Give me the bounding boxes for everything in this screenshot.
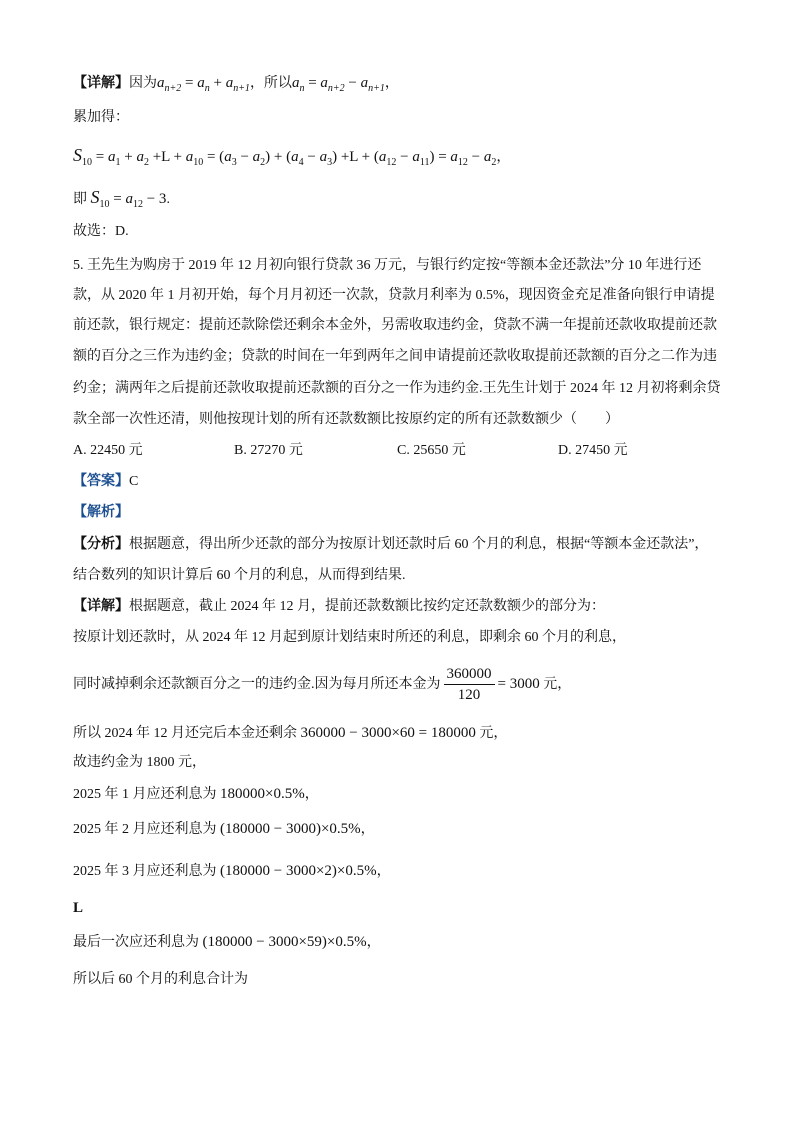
math-expression: 360000 − 3000×60 = 180000 bbox=[300, 725, 476, 741]
math-subscript: 12 bbox=[457, 157, 468, 168]
math-subscript: n+2 bbox=[327, 83, 345, 94]
math-subscript: 10 bbox=[99, 199, 110, 210]
math-variable: a bbox=[224, 149, 232, 165]
text-run: 最后一次应还利息为 bbox=[73, 935, 203, 950]
math-expression: − bbox=[236, 149, 253, 165]
text-run: ， bbox=[366, 935, 381, 950]
math-variable: a bbox=[378, 149, 387, 165]
text-run: 2025 年 3 月应还利息为 bbox=[73, 864, 220, 879]
analysis-text: 根据题意，得出所少还款的部分为按原计划还款时后 60 个月的利息，根据“等额本金还款法”， bbox=[129, 537, 709, 552]
math-variable: a bbox=[291, 149, 299, 165]
option-c: C. 25650 元 bbox=[397, 443, 466, 458]
last-interest-line bbox=[73, 932, 381, 953]
math-expression: +L + bbox=[148, 149, 186, 165]
math-expression: + bbox=[120, 149, 137, 165]
question-line: 约金；满两年之后提前还款收取提前还款额的百分之一作为违约金.王先生计划于 2024 年 12 月初将剩余贷 bbox=[73, 381, 721, 396]
text-run: . bbox=[166, 192, 170, 207]
math-subscript: 2 bbox=[143, 157, 149, 168]
math-variable: a bbox=[185, 149, 194, 165]
penalty-line: 故违约金为 1800 元， bbox=[73, 755, 206, 770]
answer-value: C bbox=[129, 474, 139, 489]
text-run: 2025 年 2 月应还利息为 bbox=[73, 822, 220, 837]
math-variable: a bbox=[450, 149, 458, 165]
math-expression: = ( bbox=[203, 149, 225, 165]
principal-line bbox=[73, 662, 571, 707]
math-variable: a bbox=[157, 75, 165, 91]
math-subscript: n+1 bbox=[233, 83, 250, 94]
math-variable: a bbox=[483, 149, 492, 165]
math-variable: a bbox=[197, 75, 205, 91]
text-run: ， bbox=[376, 864, 391, 879]
text-run: 即 bbox=[73, 192, 91, 207]
analysis-line-1 bbox=[73, 535, 708, 555]
text-run: ，所以 bbox=[249, 76, 292, 91]
math-subscript: 12 bbox=[386, 157, 397, 168]
total-line: 所以后 60 个月的利息合计为 bbox=[73, 972, 248, 987]
math-expression: ) + ( bbox=[265, 149, 292, 165]
math-expression: (180000 − 3000)×0.5% bbox=[220, 821, 361, 837]
math-variable: a bbox=[252, 149, 261, 165]
feb-interest-line bbox=[73, 819, 375, 840]
math-subscript: 3 bbox=[231, 157, 237, 168]
question-line: 5. 王先生为购房于 2019 年 12 月初向银行贷款 36 万元，与银行约定按“等额本金还款法”分 10 年进行还 bbox=[73, 258, 702, 273]
text-run: 同时减掉剩余还款额百分之一的违约金.因为每月所还本金为 bbox=[73, 677, 441, 692]
math-expression: (180000 − 3000×2)×0.5% bbox=[220, 863, 377, 879]
math-subscript: 11 bbox=[419, 157, 430, 168]
analysis-line-2: 结合数列的知识计算后 60 个月的利息，从而得到结果. bbox=[73, 568, 406, 583]
math-expression: = bbox=[304, 75, 321, 91]
math-subscript: 1 bbox=[115, 157, 121, 168]
text-run: 所以 2024 年 12 月还完后本金还剩余 bbox=[73, 726, 301, 741]
math-expression: ) +L + ( bbox=[332, 149, 379, 165]
math-subscript: 10 bbox=[82, 157, 92, 168]
prev-detail-recurrence-line bbox=[73, 73, 399, 99]
answer-label: 【答案】 bbox=[73, 474, 129, 489]
math-variable: a bbox=[412, 149, 420, 165]
math-expression: = 3000 bbox=[497, 676, 540, 692]
detail-line-2: 按原计划还款时，从 2024 年 12 月起到原计划结束时所还的利息，即剩余 60 个月的利息， bbox=[73, 630, 626, 645]
math-variable: a bbox=[360, 75, 369, 91]
mar-interest-line bbox=[73, 861, 391, 882]
text-run: ， bbox=[304, 787, 319, 802]
math-expression: = bbox=[109, 191, 126, 207]
option-d: D. 27450 元 bbox=[558, 443, 628, 458]
jan-interest-line bbox=[73, 784, 319, 805]
math-expression: (180000 − 3000×59)×0.5% bbox=[202, 934, 367, 950]
math-expression: 180000×0.5% bbox=[220, 786, 305, 802]
math-expression: = bbox=[181, 75, 198, 91]
choice-line: 故选：D. bbox=[73, 224, 129, 239]
text-run: ， bbox=[384, 76, 399, 91]
text-run: 2025 年 1 月应还利息为 bbox=[73, 787, 220, 802]
math-subscript: 2 bbox=[260, 157, 266, 168]
math-subscript: 4 bbox=[298, 157, 304, 168]
detail-text: 根据题意，截止 2024 年 12 月，提前还款数额比按约定还款数额少的部分为： bbox=[129, 599, 605, 614]
option-a: A. 22450 元 bbox=[73, 443, 143, 458]
math-subscript: n bbox=[299, 83, 305, 94]
text-run: 因为 bbox=[129, 76, 157, 91]
math-subscript: n bbox=[204, 83, 210, 94]
math-variable: a bbox=[225, 75, 234, 91]
math-variable-large: S bbox=[90, 187, 100, 207]
math-variable: a bbox=[319, 149, 328, 165]
math-variable: a bbox=[291, 75, 300, 91]
text-run: ， bbox=[360, 822, 375, 837]
text-run: 元， bbox=[475, 726, 508, 741]
conclusion-formula bbox=[73, 186, 170, 216]
math-subscript: 2 bbox=[491, 157, 497, 168]
sum-formula bbox=[73, 143, 510, 175]
question-line: 额的百分之三作为违约金；贷款的时间在一年到两年之间申请提前还款收取提前还款额的百分之二作为违 bbox=[73, 349, 717, 364]
math-variable-large: S bbox=[73, 145, 82, 165]
math-subscript: 3 bbox=[327, 157, 333, 168]
math-expression: − bbox=[303, 149, 320, 165]
math-expression: − 3 bbox=[142, 191, 167, 207]
sum-label: 累加得： bbox=[73, 110, 129, 125]
math-expression: = bbox=[92, 149, 108, 165]
question-line: 前还款，银行规定：提前还款除偿还剩余本金外，另需收取违约金，贷款不满一年提前还款收取提前还款 bbox=[73, 318, 717, 333]
question-line: 款，从 2020 年 1 月初开始，每个月月初还一次款，贷款月利率为 0.5%，现因资金充足准备向银行申请提 bbox=[73, 288, 715, 303]
analysis-label: 【分析】 bbox=[73, 537, 129, 552]
fraction-denominator: 120 bbox=[457, 687, 481, 704]
detail-line-1 bbox=[73, 597, 605, 617]
math-subscript: 12 bbox=[132, 199, 143, 210]
math-variable: a bbox=[125, 191, 133, 207]
remaining-line bbox=[73, 723, 507, 744]
math-expression: − bbox=[467, 149, 484, 165]
question-line: 款全部一次性还清，则他按现计划的所有还款数额比按原约定的所有还款数额少（ ） bbox=[73, 412, 619, 427]
text-run: ， bbox=[496, 150, 511, 165]
analysis-header: 【解析】 bbox=[73, 505, 129, 520]
math-subscript: n+1 bbox=[368, 83, 385, 94]
math-expression: + bbox=[209, 75, 226, 91]
fraction-numerator: 360000 bbox=[444, 664, 495, 685]
ellipsis-mark: L bbox=[73, 900, 84, 916]
math-expression: − bbox=[344, 75, 361, 91]
math-expression: − bbox=[396, 149, 413, 165]
math-subscript: n+2 bbox=[164, 83, 182, 94]
math-expression: ) = bbox=[429, 149, 451, 165]
math-variable: a bbox=[107, 149, 116, 165]
detail-label: 【详解】 bbox=[73, 76, 129, 91]
detail-label: 【详解】 bbox=[73, 599, 129, 614]
math-variable: a bbox=[136, 149, 144, 165]
text-run: 元， bbox=[539, 677, 572, 692]
math-subscript: 10 bbox=[193, 157, 204, 168]
recurrence-formula bbox=[129, 75, 399, 94]
fraction bbox=[444, 664, 495, 705]
math-variable: a bbox=[320, 75, 328, 91]
answer-line bbox=[73, 472, 138, 492]
option-b: B. 27270 元 bbox=[234, 443, 303, 458]
